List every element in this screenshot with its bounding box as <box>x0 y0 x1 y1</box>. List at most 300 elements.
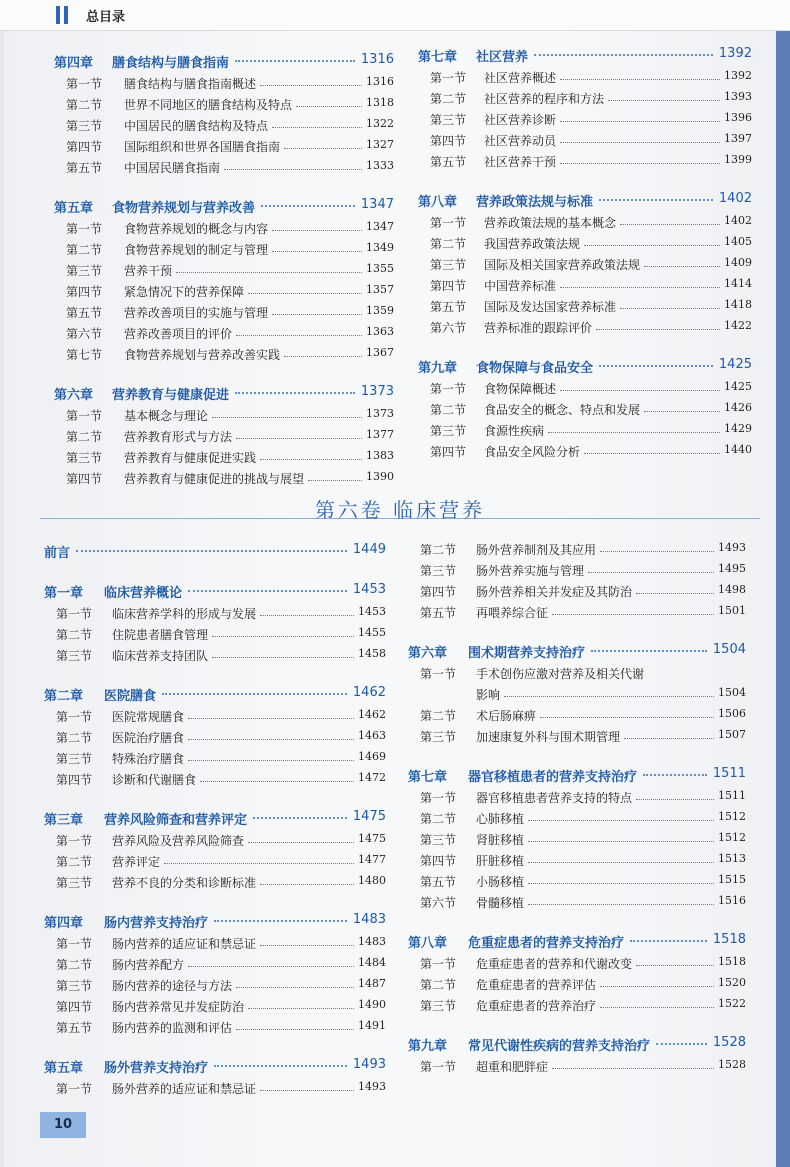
section-label: 第四节 <box>66 285 103 299</box>
section-label: 第一节 <box>420 957 457 971</box>
section-page: 1512 <box>718 831 746 844</box>
leader-dots <box>236 1019 354 1030</box>
leader-dots <box>248 832 354 843</box>
section-label: 第二节 <box>430 92 467 106</box>
section-label: 第二节 <box>430 237 467 251</box>
section-page: 1377 <box>366 428 394 441</box>
section-title: 医院常规膳食 <box>112 710 185 724</box>
leader-dots <box>260 605 354 616</box>
toc-section-row <box>408 662 746 683</box>
section-title: 膳食结构与膳食指南概述 <box>124 77 257 91</box>
chapter-label: 第二章 <box>44 689 84 704</box>
section-page: 1397 <box>724 132 752 145</box>
chapter-label: 第六章 <box>408 646 448 661</box>
section-label: 第二节 <box>66 98 103 112</box>
section-page: 1504 <box>718 686 746 699</box>
section-page: 1367 <box>366 346 394 359</box>
leader-dots <box>235 51 355 62</box>
section-title: 中国居民膳食指南 <box>124 161 221 175</box>
toc-section-row <box>408 683 746 704</box>
section-label: 第三节 <box>420 833 457 847</box>
chapter-label: 第五章 <box>54 201 94 216</box>
toc-chapter-row <box>408 764 746 786</box>
section-title: 手术创伤应激对营养及相关代谢 <box>476 667 645 681</box>
left-edge <box>0 0 4 1167</box>
toc-section-row <box>418 316 752 337</box>
leader-dots <box>214 1056 347 1067</box>
section-title: 营养风险及营养风险筛查 <box>112 834 245 848</box>
toc-chapter-row <box>418 355 752 377</box>
section-page: 1493 <box>718 541 746 554</box>
toc-chapter-row <box>44 1055 386 1077</box>
leader-dots <box>624 728 714 739</box>
leader-dots <box>552 604 714 615</box>
chapter-title: 危重症患者的营养支持治疗 <box>468 936 625 951</box>
section-label: 第五节 <box>420 875 457 889</box>
toc-section-row <box>408 725 746 746</box>
section-title: 肠外营养制剂及其应用 <box>476 543 597 557</box>
section-page: 1347 <box>366 220 394 233</box>
leader-dots <box>188 708 354 719</box>
section-label: 第一节 <box>66 222 103 236</box>
section-page: 1493 <box>358 1080 386 1093</box>
section-page: 1409 <box>724 256 752 269</box>
chapter-gap <box>408 912 746 930</box>
section-page: 1518 <box>718 955 746 968</box>
toc-chapter-row <box>54 382 394 404</box>
chapter-label: 第七章 <box>408 770 448 785</box>
section-page: 1507 <box>718 728 746 741</box>
leader-dots <box>188 750 354 761</box>
section-title: 国际及发达国家营养标准 <box>484 300 617 314</box>
toc-section-row <box>44 726 386 747</box>
section-page: 1487 <box>358 977 386 990</box>
leader-dots <box>212 647 354 658</box>
leader-dots <box>584 443 720 454</box>
leader-dots <box>248 998 354 1009</box>
section-label: 第一节 <box>56 607 93 621</box>
section-page: 1327 <box>366 138 394 151</box>
toc-chapter-row <box>44 910 386 932</box>
toc-section-row <box>418 150 752 171</box>
section-page: 1359 <box>366 304 394 317</box>
section-title: 营养政策法规的基本概念 <box>484 216 617 230</box>
chapter-label: 第一章 <box>44 586 84 601</box>
chapter-gap <box>44 665 386 683</box>
section-title: 影响 <box>476 688 501 702</box>
leader-dots <box>212 626 354 637</box>
leader-dots <box>608 90 720 101</box>
leader-dots <box>504 686 714 697</box>
section-page: 1498 <box>718 583 746 596</box>
toc-chapter-row <box>408 930 746 952</box>
section-title: 住院患者膳食管理 <box>112 628 209 642</box>
section-label: 第一节 <box>430 71 467 85</box>
section-title: 肝脏移植 <box>476 854 525 868</box>
section-page: 1463 <box>358 729 386 742</box>
toc-section-row <box>44 850 386 871</box>
chapter-page: 1475 <box>352 809 386 824</box>
section-title: 营养不良的分类和诊断标准 <box>112 876 257 890</box>
toc-section-row <box>44 623 386 644</box>
toc-section-row <box>44 747 386 768</box>
section-page: 1453 <box>358 605 386 618</box>
section-label: 第一节 <box>420 1060 457 1074</box>
chapter-title: 食物保障与食品安全 <box>476 361 594 376</box>
chapter-title: 营养风险筛查和营养评定 <box>104 813 248 828</box>
toc-section-row <box>54 301 394 322</box>
section-page: 1522 <box>718 997 746 1010</box>
volume-title: 第六卷 临床营养 <box>314 498 486 522</box>
leader-dots <box>528 852 714 863</box>
section-page: 1318 <box>366 96 394 109</box>
toc-section-row <box>54 343 394 364</box>
section-title: 营养改善项目的实施与管理 <box>124 306 269 320</box>
leader-dots <box>630 931 707 942</box>
section-page: 1392 <box>724 69 752 82</box>
section-page: 1475 <box>358 832 386 845</box>
section-title: 食物营养规划与营养改善实践 <box>124 348 281 362</box>
chapter-gap <box>408 746 746 764</box>
section-title: 营养干预 <box>124 264 173 278</box>
section-title: 食源性疾病 <box>484 424 545 438</box>
section-page: 1396 <box>724 111 752 124</box>
toc-section-row <box>54 72 394 93</box>
toc-section-row <box>44 768 386 789</box>
section-title: 营养教育与健康促进的挑战与展望 <box>124 472 305 486</box>
section-page: 1399 <box>724 153 752 166</box>
chapter-label: 第七章 <box>418 50 458 65</box>
section-title: 心肺移植 <box>476 812 525 826</box>
section-title: 紧急情况下的营养保障 <box>124 285 245 299</box>
section-label: 第四节 <box>56 773 93 787</box>
leader-dots <box>272 304 362 315</box>
chapter-title: 肠内营养支持治疗 <box>104 916 209 931</box>
toc-section-row <box>44 932 386 953</box>
leader-dots <box>284 138 362 149</box>
section-label: 第二节 <box>420 709 457 723</box>
toc-section-row <box>418 66 752 87</box>
section-page: 1506 <box>718 707 746 720</box>
chapter-gap <box>44 789 386 807</box>
leader-dots <box>188 581 347 592</box>
section-page: 1480 <box>358 874 386 887</box>
header-marker-icon <box>56 6 60 24</box>
section-label: 第三节 <box>56 649 93 663</box>
section-label: 第一节 <box>56 710 93 724</box>
toc-section-row <box>54 404 394 425</box>
toc-column-top-left <box>54 50 394 488</box>
chapter-label: 第四章 <box>54 56 94 71</box>
section-title: 诊断和代谢膳食 <box>112 773 197 787</box>
leader-dots <box>284 346 362 357</box>
chapter-gap <box>408 622 746 640</box>
section-label: 第三节 <box>56 752 93 766</box>
leader-dots <box>656 1034 707 1045</box>
section-label: 第五节 <box>66 161 103 175</box>
section-label: 第一节 <box>430 216 467 230</box>
section-title: 营养评定 <box>112 855 161 869</box>
section-title: 社区营养动员 <box>484 134 557 148</box>
chapter-gap <box>54 177 394 195</box>
chapter-title: 临床营养概论 <box>104 586 183 601</box>
toc-chapter-row <box>408 640 746 662</box>
section-title: 食品安全风险分析 <box>484 445 581 459</box>
section-page: 1515 <box>718 873 746 886</box>
section-title: 医院治疗膳食 <box>112 731 185 745</box>
section-title: 肠内营养的适应证和禁忌证 <box>112 937 257 951</box>
toc-column-bottom-right <box>408 538 746 1076</box>
section-page: 1390 <box>366 470 394 483</box>
right-edge-band <box>776 0 790 1167</box>
section-label: 第一节 <box>420 667 457 681</box>
section-label: 第三节 <box>420 730 457 744</box>
chapter-title: 肠外营养支持治疗 <box>104 1061 209 1076</box>
section-page: 1484 <box>358 956 386 969</box>
section-page: 1528 <box>718 1058 746 1071</box>
section-page: 1429 <box>724 422 752 435</box>
section-label: 第三节 <box>430 258 467 272</box>
toc-section-row <box>408 580 746 601</box>
section-label: 第二节 <box>430 403 467 417</box>
section-label: 第一节 <box>66 409 103 423</box>
leader-dots <box>528 894 714 905</box>
leader-dots <box>272 241 362 252</box>
toc-chapter-row <box>44 807 386 829</box>
leader-dots <box>560 153 720 164</box>
section-page: 1455 <box>358 626 386 639</box>
leader-dots <box>200 771 354 782</box>
section-label: 第四节 <box>420 585 457 599</box>
section-page: 1440 <box>724 443 752 456</box>
chapter-title: 常见代谢性疾病的营养支持治疗 <box>468 1039 651 1054</box>
section-title: 加速康复外科与围术期管理 <box>476 730 621 744</box>
leader-dots <box>599 356 713 367</box>
section-page: 1414 <box>724 277 752 290</box>
chapter-label: 第五章 <box>44 1061 84 1076</box>
section-label: 第一节 <box>420 791 457 805</box>
leader-dots <box>260 75 362 86</box>
section-title: 超重和肥胖症 <box>476 1060 549 1074</box>
chapter-label: 第九章 <box>408 1039 448 1054</box>
section-page: 1495 <box>718 562 746 575</box>
toc-section-row <box>418 108 752 129</box>
section-title: 国际及相关国家营养政策法规 <box>484 258 641 272</box>
toc-section-row <box>54 217 394 238</box>
chapter-gap <box>54 364 394 382</box>
leader-dots <box>644 256 720 267</box>
chapter-title: 膳食结构与膳食指南 <box>112 56 230 71</box>
section-label: 第三节 <box>66 451 103 465</box>
toc-section-row <box>54 322 394 343</box>
section-page: 1426 <box>724 401 752 414</box>
toc-section-row <box>408 952 746 973</box>
toc-chapter-row <box>54 195 394 217</box>
toc-section-row <box>418 440 752 461</box>
chapter-title: 食物营养规划与营养改善 <box>112 201 256 216</box>
section-title: 肠内营养常见并发症防治 <box>112 1000 245 1014</box>
chapter-page: 1504 <box>712 642 746 657</box>
leader-dots <box>528 873 714 884</box>
chapter-page: 1449 <box>352 542 386 557</box>
section-page: 1405 <box>724 235 752 248</box>
leader-dots <box>162 684 347 695</box>
section-label: 第五节 <box>420 606 457 620</box>
section-label: 第三节 <box>56 979 93 993</box>
leader-dots <box>534 45 713 56</box>
toc-section-row <box>44 953 386 974</box>
toc-section-row <box>418 295 752 316</box>
leader-dots <box>214 911 347 922</box>
chapter-gap <box>44 562 386 580</box>
toc-section-row <box>418 419 752 440</box>
section-title: 肠内营养的监测和评估 <box>112 1021 233 1035</box>
toc-section-row <box>54 280 394 301</box>
chapter-label: 第三章 <box>44 813 84 828</box>
section-title: 营养改善项目的评价 <box>124 327 233 341</box>
section-title: 营养教育形式与方法 <box>124 430 233 444</box>
leader-dots <box>636 789 714 800</box>
toc-section-row <box>408 994 746 1015</box>
section-label: 第三节 <box>66 119 103 133</box>
header-marker-icon <box>64 6 68 24</box>
toc-section-row <box>408 704 746 725</box>
toc-section-row <box>54 425 394 446</box>
chapter-label: 第八章 <box>418 195 458 210</box>
leader-dots <box>212 407 362 418</box>
section-label: 第四节 <box>420 854 457 868</box>
leader-dots <box>636 955 714 966</box>
section-label: 第六节 <box>430 321 467 335</box>
chapter-page: 1402 <box>718 191 752 206</box>
chapter-page: 1462 <box>352 685 386 700</box>
leader-dots <box>560 69 720 80</box>
section-label: 第一节 <box>66 77 103 91</box>
section-label: 第一节 <box>430 382 467 396</box>
header-title: 总目录 <box>86 10 126 25</box>
toc-section-row <box>54 238 394 259</box>
leader-dots <box>176 262 362 273</box>
leader-dots <box>560 277 720 288</box>
leader-dots <box>588 562 714 573</box>
section-page: 1501 <box>718 604 746 617</box>
section-page: 1349 <box>366 241 394 254</box>
section-title: 术后肠麻痹 <box>476 709 537 723</box>
toc-section-row <box>418 129 752 150</box>
toc-section-row <box>418 232 752 253</box>
section-title: 肠外营养相关并发症及其防治 <box>476 585 633 599</box>
section-label: 第四节 <box>66 472 103 486</box>
section-label: 第一节 <box>56 937 93 951</box>
section-title: 危重症患者的营养和代谢改变 <box>476 957 633 971</box>
leader-dots <box>600 541 714 552</box>
toc-section-row <box>418 377 752 398</box>
leader-dots <box>620 298 720 309</box>
toc-section-row <box>408 601 746 622</box>
section-page: 1472 <box>358 771 386 784</box>
chapter-page: 1511 <box>712 766 746 781</box>
section-title: 器官移植患者营养支持的特点 <box>476 791 633 805</box>
section-label: 第四节 <box>66 140 103 154</box>
section-title: 社区营养的程序和方法 <box>484 92 605 106</box>
section-title: 国际组织和世界各国膳食指南 <box>124 140 281 154</box>
chapter-page: 1453 <box>352 582 386 597</box>
chapter-label: 第六章 <box>54 388 94 403</box>
chapter-title: 社区营养 <box>476 50 529 65</box>
section-title: 中国居民的膳食结构及特点 <box>124 119 269 133</box>
section-label: 第二节 <box>420 543 457 557</box>
toc-section-row <box>54 93 394 114</box>
section-page: 1511 <box>718 789 746 802</box>
leader-dots <box>540 707 714 718</box>
section-label: 第二节 <box>56 958 93 972</box>
leader-dots <box>643 765 707 776</box>
section-page: 1418 <box>724 298 752 311</box>
leader-dots <box>260 874 354 885</box>
section-label: 第三节 <box>56 876 93 890</box>
section-page: 1402 <box>724 214 752 227</box>
section-label: 第三节 <box>66 264 103 278</box>
toc-section-row <box>408 807 746 828</box>
leader-dots <box>253 808 347 819</box>
chapter-gap <box>418 337 752 355</box>
section-page: 1333 <box>366 159 394 172</box>
section-page: 1516 <box>718 894 746 907</box>
toc-chapter-row <box>44 580 386 602</box>
section-label: 第五节 <box>430 155 467 169</box>
section-label: 第六节 <box>66 327 103 341</box>
section-title: 肾脏移植 <box>476 833 525 847</box>
toc-chapter-row <box>54 50 394 72</box>
leader-dots <box>584 235 720 246</box>
leader-dots <box>188 729 354 740</box>
chapter-label: 前言 <box>44 546 71 561</box>
toc-section-row <box>44 871 386 892</box>
section-page: 1469 <box>358 750 386 763</box>
chapter-gap <box>418 171 752 189</box>
section-page: 1357 <box>366 283 394 296</box>
toc-column-top-right <box>418 44 752 461</box>
section-page: 1322 <box>366 117 394 130</box>
chapter-label: 第八章 <box>408 936 448 951</box>
section-page: 1462 <box>358 708 386 721</box>
toc-chapter-row <box>408 1033 746 1055</box>
toc-section-row <box>54 467 394 488</box>
leader-dots <box>552 1058 714 1069</box>
section-page: 1355 <box>366 262 394 275</box>
leader-dots <box>272 220 362 231</box>
toc-section-row <box>54 259 394 280</box>
section-title: 食物保障概述 <box>484 382 557 396</box>
section-label: 第二节 <box>420 812 457 826</box>
leader-dots <box>296 96 362 107</box>
section-title: 社区营养诊断 <box>484 113 557 127</box>
chapter-page: 1518 <box>712 932 746 947</box>
section-title: 营养标准的跟踪评价 <box>484 321 593 335</box>
section-label: 第六节 <box>420 896 457 910</box>
section-label: 第五节 <box>430 300 467 314</box>
leader-dots <box>76 541 347 552</box>
section-title: 肠内营养的途径与方法 <box>112 979 233 993</box>
chapter-label: 第四章 <box>44 916 84 931</box>
toc-section-row <box>54 135 394 156</box>
section-label: 第七节 <box>66 348 103 362</box>
section-title: 肠内营养配方 <box>112 958 185 972</box>
toc-section-row <box>408 786 746 807</box>
toc-chapter-row <box>44 683 386 705</box>
chapter-title: 器官移植患者的营养支持治疗 <box>468 770 638 785</box>
leader-dots <box>248 283 362 294</box>
